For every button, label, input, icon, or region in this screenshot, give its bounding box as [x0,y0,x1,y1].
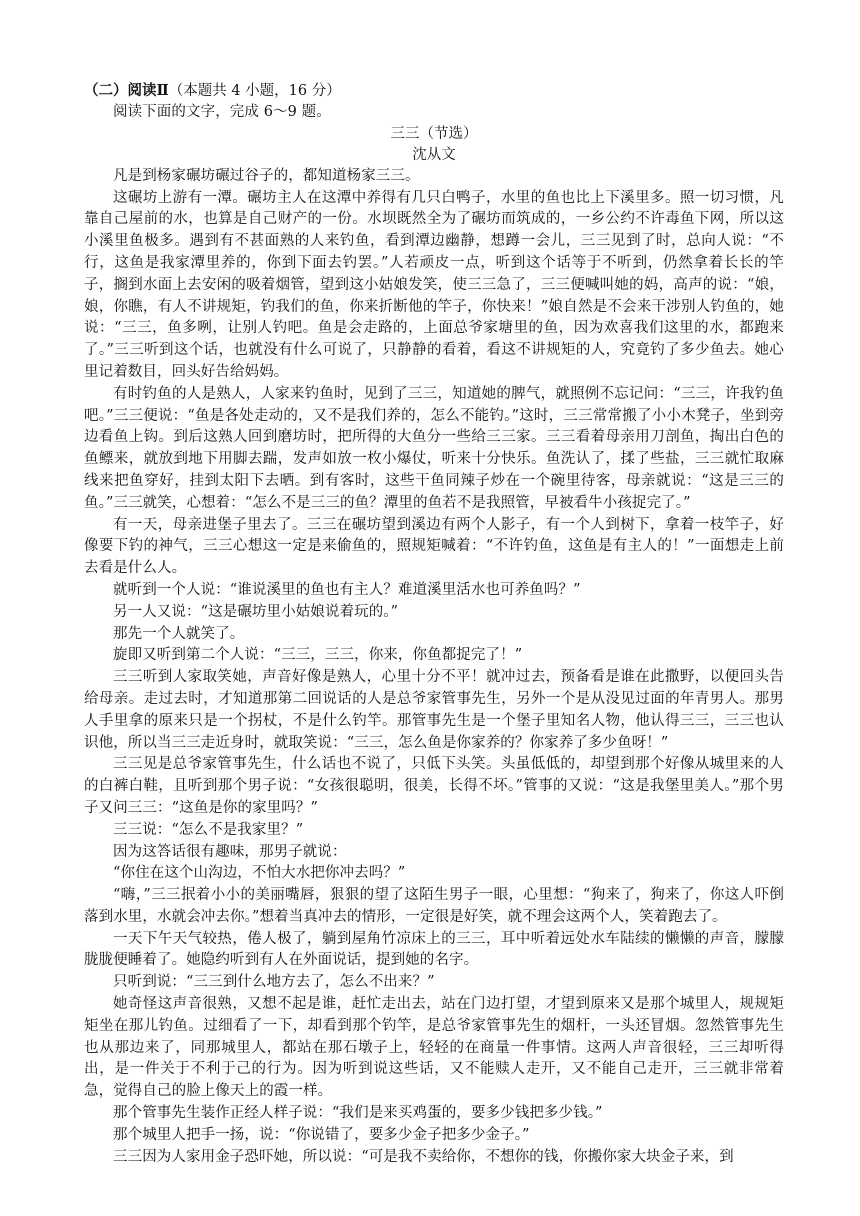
paragraph: 一天下午天气较热，倦人极了，躺到屋角竹凉床上的三三，耳中听着远处水车陆续的懒懒的声音，朦朦胧胧便睡着了。她隐约听到有人在外面说话，提到她的名字。 [84,930,784,969]
paragraph: 有时钓鱼的人是熟人，人家来钓鱼时，见到了三三，知道她的脾气，就照例不忘记问：“三三，许我钓鱼吧。”三三便说：“鱼是各处走动的，又不是我们养的，怎么不能钓。”这时，三三常常搬了小小木凳子，坐到旁边看鱼上钩。到后这熟人回到磨坊时，把所得的大鱼分一些给三三家。三三看着母亲用刀剖鱼，掏出白色的鱼鳔来，就放到地下用脚去踹，发声如放一枚小爆仗，听来十分快乐。鱼洗认了，揉了些盐，三三就忙取麻线来把鱼穿好，挂到太阳下去晒。到有客时，这些干鱼同辣子炒在一个碗里待客，母亲就说：“这是三三的鱼。”三三就笑，心想着：“怎么不是三三的鱼？潭里的鱼若不是我照管，早被看牛小孩捉完了。” [84,385,784,511]
paragraph: 那个城里人把手一扬，说：“你说错了，要多少金子把多少金子。” [113,1126,530,1143]
paragraph: 只听到说：“三三到什么地方去了，怎么不出来？” [113,974,435,991]
article-author: 沈从文 [412,146,456,163]
paragraph: 三三说：“怎么不是我家里？” [113,821,304,838]
paragraph: 旋即又听到第二个人说：“三三，三三，你来，你鱼都捉完了！” [113,647,523,664]
section-title: （二）阅读Ⅱ [84,82,169,99]
paragraph: 她奇怪这声音很熟，又想不起是谁，赶忙走出去，站在门边打望，才望到原来又是那个城里人，规规矩矩坐在那儿钓鱼。过细看了一下，却看到那个钓竿，是总爷家管事先生的烟杆，一头还冒烟。忽然管事先生也从那边来了，同那城里人，都站在那石墩子上，轻轻的在商量一件事情。这两人声音很轻，三三却听得出，是一件关于不利于己的行为。因为听到说这些话，又不能赎人走开，又不能自己走开，三三就非常着急，觉得自己的脸上像天上的霞一样。 [84,996,784,1100]
article-title: 三三（节选） [390,125,478,142]
section-score-note: （本题共 4 小题，16 分） [168,83,341,99]
paragraph: 就听到一个人说：“谁说溪里的鱼也有主人？难道溪里活水也可养鱼吗？” [113,581,581,598]
paragraph: 三三因为人家用金子恐吓她，所以说：“可是我不卖给你，不想你的钱，你搬你家大块金子来，到 [113,1148,734,1165]
paragraph: 凡是到杨家碾坊碾过谷子的，都知道杨家三三。 [113,167,420,184]
paragraph: 因为这答话很有趣味，那男子就说： [113,843,347,860]
paragraph: 这碾坊上游有一潭。碾坊主人在这潭中养得有几只白鸭子，水里的鱼也比上下溪里多。照一切习惯，凡靠自己屋前的水，也算是自己财产的一份。水坝既然全为了碾坊而筑成的，一乡公约不许毒鱼下网，所以这小溪里鱼极多。遇到有不甚面熟的人来钓鱼，看到潭边幽静，想蹲一会儿，三三见到了时，总向人说：“不行，这鱼是我家潭里养的，你到下面去钓罢。”人若顽皮一点，听到这个话等于不听到，仍然拿着长长的竿子，搁到水面上去安闲的吸着烟管，望到这小姑娘发笑，使三三急了，三三便喊叫她的妈，高声的说：“娘，娘，你瞧，有人不讲规矩，钓我们的鱼，你来折断他的竿子，你快来！”娘自然是不会来干涉别人钓鱼的，她说：“三三，鱼多咧，让别人钓吧。鱼是会走路的，上面总爷家塘里的鱼，因为欢喜我们这里的水，都跑来了。”三三听到这个话，也就没有什么可说了，只静静的看着，看这不讲规矩的人，究竟钓了多少鱼去。她心里记着数目，回头好告给妈妈。 [84,189,784,380]
paragraph: 那先一个人就笑了。 [113,625,245,642]
section-heading [84,80,784,102]
paragraph: “你住在这个山沟边，不怕大水把你冲去吗？” [113,865,406,882]
paragraph: 那个管事先生装作正经人样子说：“我们是来买鸡蛋的，要多少钱把多少钱。” [113,1105,603,1122]
document-page [84,80,784,1168]
paragraph: “嗨，”三三抿着小小的美丽嘴唇，狠狠的望了这陌生男子一眼，心里想：“狗来了，狗来了，你这人吓倒落到水里，水就会冲去你。”想着当真冲去的情形，一定很是好笑，就不理会这两个人，笑着跑去了。 [84,887,784,925]
paragraph: 另一人又说：“这是碾坊里小姑娘说着玩的。” [113,603,399,620]
paragraph: 三三见是总爷家管事先生，什么话也不说了，只低下头笑。头虽低低的，却望到那个好像从城里来的人的白裤白鞋，且听到那个男子说：“女孩很聪明，很美，长得不坏。”管事的又说：“这是我堡里美人。”那个男子又问三三：“这鱼是你的家里吗？” [84,756,784,816]
paragraph: 有一天，母亲进堡子里去了。三三在碾坊望到溪边有两个人影子，有一个人到树下，拿着一枝竿子，好像要下钓的神气，三三心想这一定是来偷鱼的，照规矩喊着：“不许钓鱼，这鱼是有主人的！”一面想走上前去看是什么人。 [84,516,784,577]
instruction-text: 阅读下面的文字，完成 6～9 题。 [113,104,331,120]
paragraph: 三三听到人家取笑她，声音好像是熟人，心里十分不平！就冲过去，预备看是谁在此撒野，以便回头告给母亲。走过去时，才知道那第二回说话的人是总爷家管事先生，另外一个是从没见过面的年青男人。那男人手里拿的原来只是一个拐杖，不是什么钓竿。那管事先生是一个堡子里知名人物，他认得三三，三三也认识他，所以当三三走近身时，就取笑说：“三三，怎么鱼是你家养的？你家养了多少鱼呀！” [84,669,784,751]
